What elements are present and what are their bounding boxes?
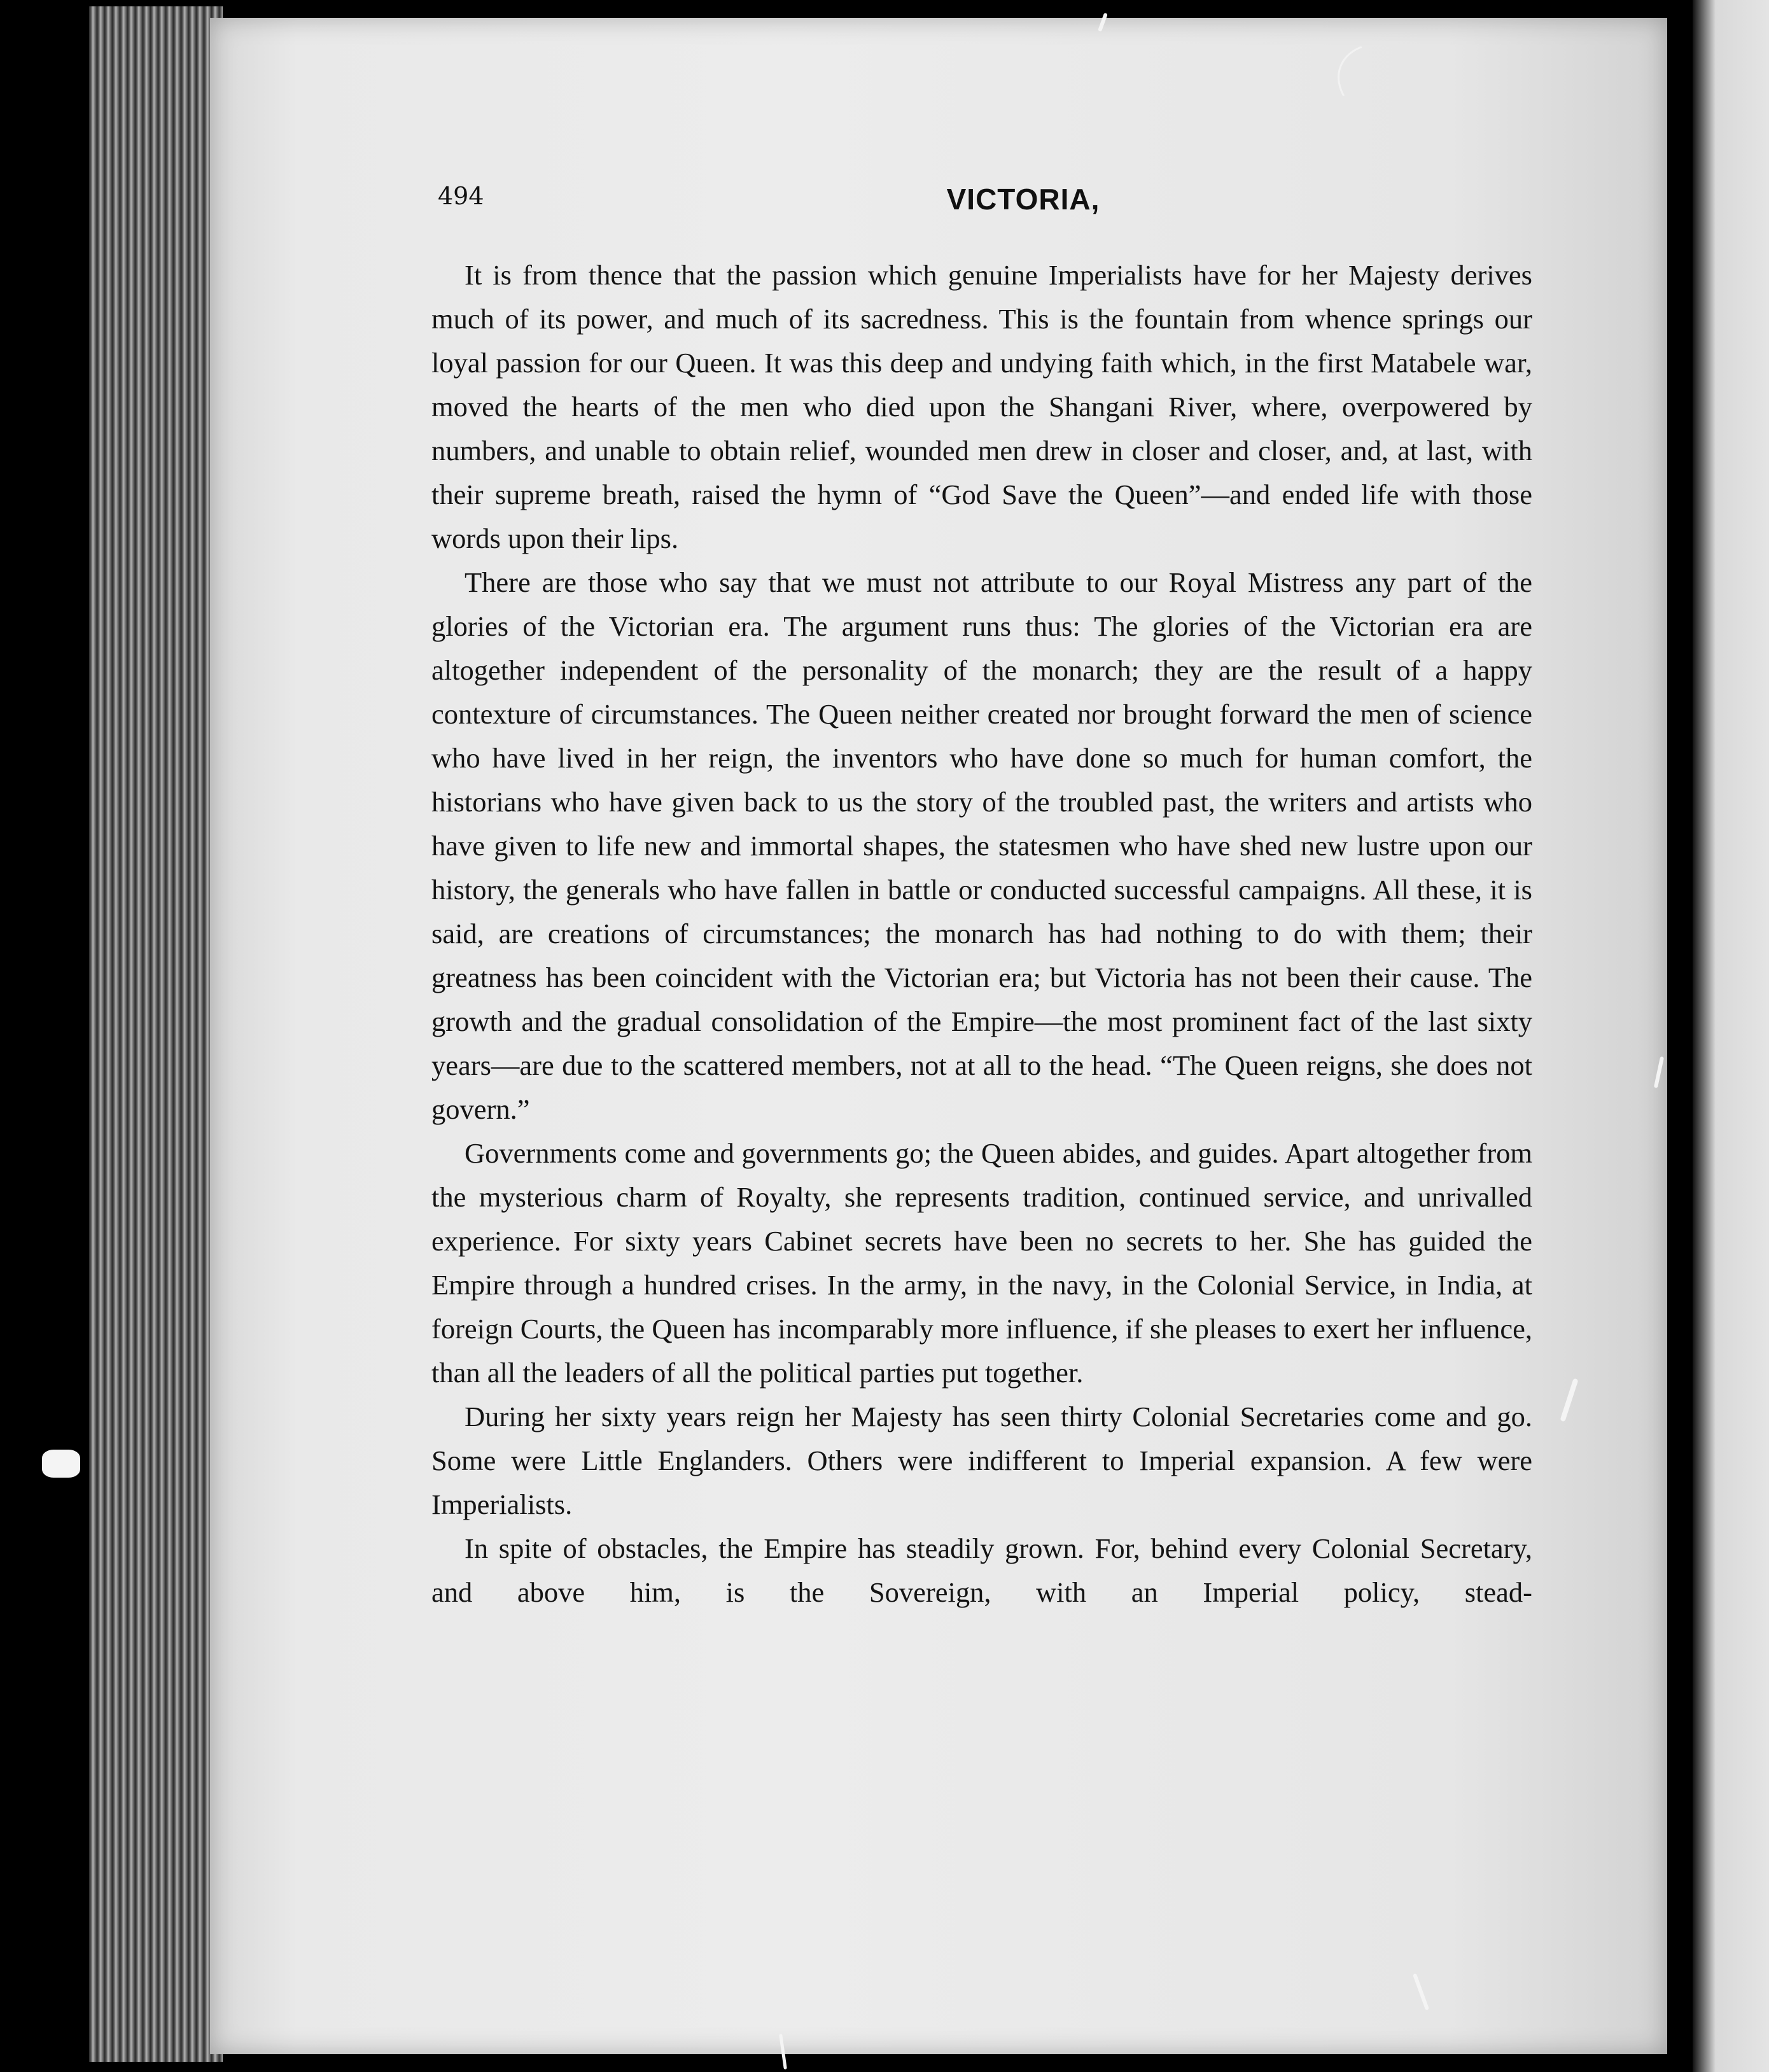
facing-page-sliver	[1693, 0, 1769, 2072]
paragraph: During her sixty years reign her Majesty has seen thirty Colonial Secretaries come and go. Some were Little Englanders. Others were indifferent to Imperial expansion. A few were Imperialists.	[431, 1401, 1532, 1520]
paragraph: In spite of obstacles, the Empire has steadily grown. For, behind every Colonial Secretary, and above him, is the Sovereign, with an Imperial policy, stead-	[431, 1532, 1532, 1608]
page-number: 494	[438, 182, 484, 210]
gutter-shadow	[1668, 0, 1688, 2072]
running-head	[438, 182, 1532, 227]
dust-speck	[42, 1450, 80, 1478]
paragraph: It is from thence that the passion which genuine Imperialists have for her Majesty derives much of its power, and much of its sacredness. This is the fountain from whence springs our loyal passion for our Queen. It was this deep and undying faith which, in the first Matabele war, moved the hearts of the men who died upon the Shangani River, where, overpowered by numbers, and unable to obtain relief, wounded men drew in closer and closer, and, at last, with their supreme breath, raised the hymn of “God Save the Queen”—and ended life with those words upon their lips.	[431, 259, 1532, 554]
paragraph: Governments come and governments go; the Queen abides, and guides. Apart altogether from the mysterious charm of Royalty, she represents tradition, continued service, and unrivalled experience. For sixty years Cabinet secrets have been no secrets to her. She has guided the Empire through a hundred crises. In the army, in the navy, in the Colonial Service, in India, at foreign Courts, the Queen has incomparably more influence, if she pleases to exert her influence, than all the leaders of all the political parties put together.	[431, 1137, 1532, 1389]
paragraph: There are those who say that we must not attribute to our Royal Mistress any part of the glories of the Victorian era. The argument runs thus: The glories of the Victorian era are altogether independent of the personality of the monarch; they are the result of a happy contexture of circumstances. The Queen neither created nor brought forward the men of science who have lived in her reign, the inventors who have done so much for human comfort, the historians who have given back to us the story of the troubled past, the writers and artists who have given to life new and immortal shapes, the statesmen who have shed new lustre upon our history, the generals who have fallen in battle or conducted successful campaigns. All these, it is said, are creations of circumstances; the monarch has had nothing to do with them; their greatness has been coincident with the Victorian era; but Victoria has not been their cause. The growth and the gradual consolidation of the Empire—the most prominent fact of the last sixty years—are due to the scattered members, not at all to the head. “The Queen reigns, she does not govern.”	[431, 566, 1532, 1125]
body-text	[431, 253, 1532, 1614]
stacked-page-edges	[89, 6, 223, 2062]
running-title: VICTORIA,	[946, 183, 1100, 216]
